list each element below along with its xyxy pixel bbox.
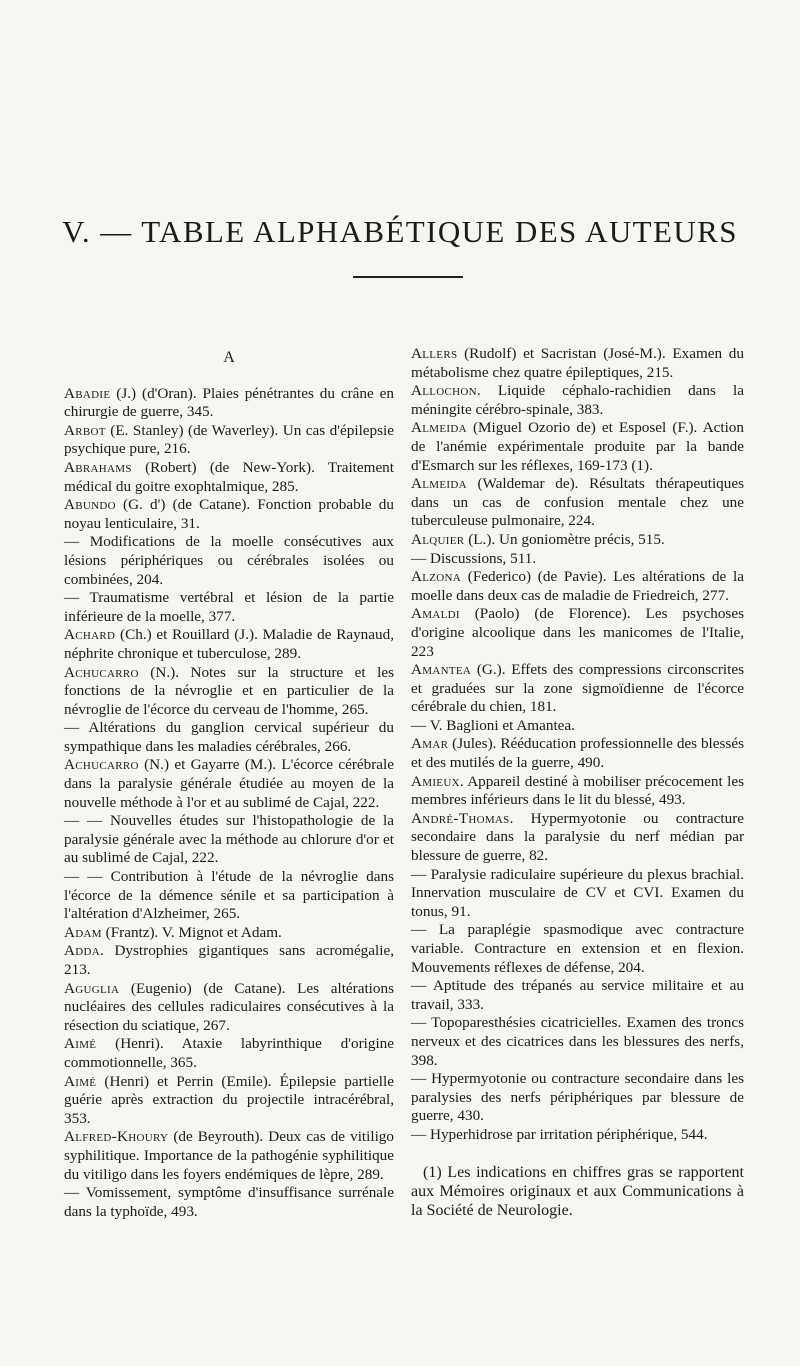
entry-author: Almeida <box>411 475 467 493</box>
entry-author: Abrahams <box>64 458 132 476</box>
entry-text: (J.) (d'Oran). Plaies pénétrantes du crâne en chirurgie de guerre, 345. <box>64 384 394 421</box>
entry-author: Alquier <box>411 530 465 548</box>
index-entry <box>64 664 394 720</box>
index-entry <box>411 531 744 550</box>
index-entry <box>64 422 394 459</box>
entry-text: . Appareil destiné à mobiliser précocement les membres inférieurs dans le lit du blessé, 493. <box>411 772 744 809</box>
index-entry <box>64 459 394 496</box>
entry-text: . Liquide céphalo-rachidien dans la méningite cérébro-spinale, 383. <box>411 382 744 418</box>
index-entry <box>411 550 744 569</box>
index-entry <box>411 1070 744 1126</box>
index-entry <box>64 924 394 943</box>
entry-text: (G.). Effets des compressions circonscrites et graduées sur la zone sigmoïdienne de l'écorce cérébrale du chien, 181. <box>411 661 744 716</box>
entry-text: — La paraplégie spasmodique avec contracture variable. Contracture en extension et en flexion. Mouvements réflexes de défense, 204. <box>411 921 744 976</box>
title-rule <box>353 276 463 278</box>
index-entry <box>411 1014 744 1070</box>
index-entry <box>411 568 744 605</box>
entry-author: Aimé <box>64 1035 97 1053</box>
index-entry <box>411 810 744 866</box>
entry-text: (G. d') (de Catane). Fonction probable du noyau lenticulaire, 31. <box>64 496 394 532</box>
entry-text: (Miguel Ozorio de) et Esposel (F.). Action de l'anémie expérimentale produite par la bande d'Esmarch sur les réflexes, 169-173 (1). <box>411 419 744 474</box>
index-entry <box>64 812 394 868</box>
index-entry <box>411 661 744 717</box>
entry-text: . Dystrophies gigantiques sans acromégalie, 213. <box>64 942 394 978</box>
index-entry <box>64 980 394 1036</box>
entry-text: — — Nouvelles études sur l'histopathologie de la paralysie générale avec la méthode au chlorure d'or et au sublimé de Cajal, 222. <box>64 812 394 867</box>
entry-text: (N.). Notes sur la structure et les fonctions de la névroglie et en particulier de la névroglie de l'écorce du cerveau de l'homme, 265. <box>64 663 394 718</box>
entry-text: — Hypermyotonie ou contracture secondaire dans les paralysies des nerfs périphériques par blessure de guerre, 430. <box>411 1070 744 1125</box>
index-entry <box>64 868 394 924</box>
index-entry <box>411 382 744 419</box>
index-entry <box>411 977 744 1014</box>
entry-text: (N.) et Gayarre (M.). L'écorce cérébrale dans la paralysie générale étudiée au moyen de la nouvelle méthode à l'or et au sublimé de Cajal, 222. <box>64 756 394 811</box>
entry-text: (Henri) et Perrin (Emile). Épilepsie partielle guérie après extraction du projectile intracérébral, 353. <box>64 1072 394 1127</box>
entry-author: André-Thomas <box>411 809 510 827</box>
entry-text: — Discussions, 511. <box>411 549 537 567</box>
entry-text: — Modifications de la moelle consécutives aux lésions périphériques ou cérébrales isolées ou combinées, 204. <box>64 533 394 588</box>
entry-author: Allochon <box>411 382 477 400</box>
entry-author: Aimé <box>64 1072 97 1090</box>
index-entry <box>64 1128 394 1184</box>
entry-author: Adda <box>64 942 100 960</box>
entry-text: (Rudolf) et Sacristan (José-M.). Examen du métabolisme chez quatre épileptiques, 215. <box>411 345 744 381</box>
index-entry <box>411 773 744 810</box>
entry-text: . Hypermyotonie ou contracture secondaire dans la paralysie du nerf médian par blessure de guerre, 82. <box>411 809 744 865</box>
index-entry <box>411 1126 744 1145</box>
index-entry <box>64 756 394 812</box>
entry-text: (Waldemar de). Résultats thérapeutiques dans un cas de confusion mentale chez une tuberculeuse pulmonaire, 224. <box>411 475 744 530</box>
index-entry <box>411 717 744 736</box>
index-entry <box>64 496 394 533</box>
entry-author: Aguglia <box>64 979 120 997</box>
section-letter: A <box>223 349 235 366</box>
entry-text: (de Beyrouth). Deux cas de vitiligo syphilitique. Importance de la pathogénie syphilitique du vitiligo dans les foyers endémiques de lèpre, 289. <box>64 1128 394 1183</box>
entry-author: Achucarro <box>64 756 139 774</box>
index-entry <box>411 866 744 922</box>
index-entry <box>64 1073 394 1129</box>
entry-author: Alfred-Khoury <box>64 1128 169 1146</box>
entry-author: Achucarro <box>64 663 139 681</box>
entry-author: Alzona <box>411 568 462 586</box>
entry-text: — Traumatisme vertébral et lésion de la partie inférieure de la moelle, 377. <box>64 589 394 625</box>
index-entry <box>411 419 744 475</box>
entry-text: (Ch.) et Rouillard (J.). Maladie de Raynaud, néphrite chronique et tuberculose, 289. <box>64 626 394 662</box>
entry-text: — V. Baglioni et Amantea. <box>411 716 575 734</box>
index-entry <box>64 589 394 626</box>
index-entry <box>411 605 744 661</box>
entry-text: (Robert) (de New-York). Traitement médical du goitre exophtalmique, 285. <box>64 458 394 495</box>
entry-author: Amantea <box>411 661 472 679</box>
entry-author: Abadie <box>64 384 111 402</box>
entry-author: Arbot <box>64 421 106 439</box>
entry-author: Adam <box>64 923 102 941</box>
index-entry <box>64 1035 394 1072</box>
entry-author: Allers <box>411 345 458 362</box>
index-entry <box>64 719 394 756</box>
index-entry <box>411 475 744 531</box>
page-title: V. — TABLE ALPHABÉTIQUE DES AUTEURS <box>62 214 738 249</box>
index-entry <box>64 626 394 663</box>
entry-text: (Eugenio) (de Catane). Les altérations nucléaires des cellules radiculaires consécutives à la résection du sciatique, 267. <box>64 979 394 1034</box>
footnote: (1) Les indications en chiffres gras se rapportent aux Mémoires originaux et aux Communications à la Société de Neurologie. <box>411 1163 744 1219</box>
index-column-right <box>411 345 744 1220</box>
index-entry <box>64 942 394 979</box>
entry-text: — Hyperhidrose par irritation périphérique, 544. <box>411 1125 708 1143</box>
entry-text: (Federico) (de Pavie). Les altérations de la moelle dans deux cas de maladie de Friedreich, 277. <box>411 568 744 604</box>
entry-author: Almeida <box>411 419 467 437</box>
index-entry <box>64 1184 394 1221</box>
index-entry <box>411 735 744 772</box>
entry-text: — Aptitude des trépanés au service militaire et au travail, 333. <box>411 977 744 1013</box>
index-entry <box>64 385 394 422</box>
entry-text: — Paralysie radiculaire supérieure du plexus brachial. Innervation musculaire de CV et CVI. Examen du tonus, 91. <box>411 865 744 920</box>
entry-author: Abundo <box>64 496 116 514</box>
entry-text: (Henri). Ataxie labyrinthique d'origine commotionnelle, 365. <box>64 1035 394 1071</box>
index-entry <box>64 533 394 589</box>
entry-author: Amieux <box>411 772 460 790</box>
index-entry <box>411 921 744 977</box>
entry-text: — Altérations du ganglion cervical supérieur du sympathique dans les maladies cérébrales, 266. <box>64 719 394 755</box>
entry-text: (Jules). Rééducation professionnelle des blessés et des mutilés de la guerre, 490. <box>411 735 744 772</box>
entry-text: (Frantz). V. Mignot et Adam. <box>101 923 282 941</box>
index-entry <box>411 345 744 382</box>
entry-text: (E. Stanley) (de Waverley). Un cas d'épilepsie psychique pure, 216. <box>64 421 394 458</box>
entry-text: — Topoparesthésies cicatricielles. Examen des troncs nerveux et des cicatrices dans les blessures des nerfs, 398. <box>411 1014 744 1069</box>
entry-text: (L.). Un goniomètre précis, 515. <box>464 530 665 548</box>
entry-text: (Paolo) (de Florence). Les psychoses d'origine alcoolique dans les manicomes de l'Italie, 223 <box>411 605 744 660</box>
entry-text: — — Contribution à l'étude de la névroglie dans l'écorce de la démence sénile et sa participation à l'altération d'Alzheimer, 265. <box>64 868 394 923</box>
entry-author: Amar <box>411 735 449 753</box>
entry-author: Amaldi <box>411 605 460 623</box>
entry-text: — Vomissement, symptôme d'insuffisance surrénale dans la typhoïde, 493. <box>64 1184 394 1220</box>
index-column-left <box>64 345 394 1221</box>
entry-author: Achard <box>64 626 116 644</box>
